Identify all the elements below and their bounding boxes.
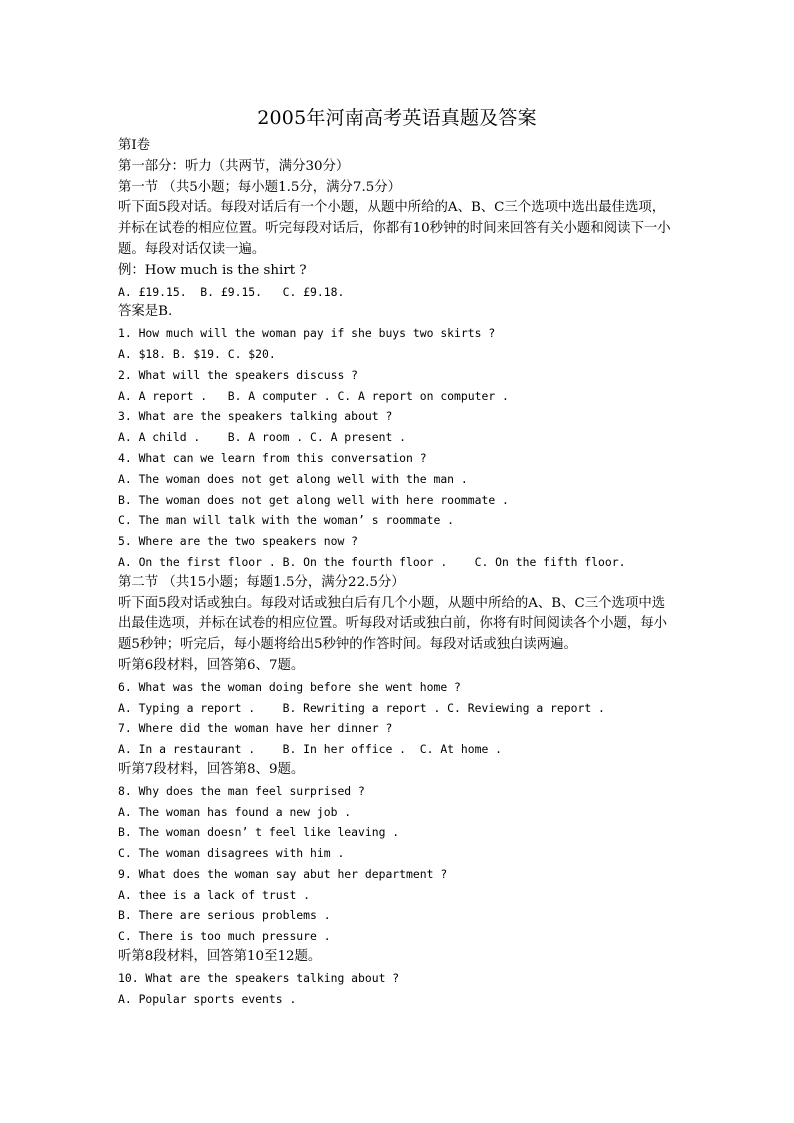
- english-text-line: A. On the first floor . B. On the fourth floor . C. On the fifth floor.: [118, 554, 626, 569]
- english-text-line: 5. Where are the two speakers now ?: [118, 534, 359, 549]
- english-text-line: A. thee is a lack of trust .: [118, 887, 311, 902]
- english-text-line: A. A report . B. A computer . C. A report on computer .: [118, 388, 509, 403]
- english-text-line: 9. What does the woman say abut her department ?: [118, 866, 448, 881]
- text-line: 听下面5段对话。每段对话后有一个小题，从题中所给的A、B、C三个选项中选出最佳选项，并标在试卷的相应位置。听完每段对话后，你都有10秒钟的时间来回答有关小题和阅读下一小题。每段对话仅读一遍。: [118, 200, 671, 257]
- english-text-line: B. There are serious problems .: [118, 908, 331, 923]
- english-text-line: 7. Where did the woman have her dinner ?: [118, 721, 393, 736]
- english-text-line: A. The woman does not get along well with the man .: [118, 471, 468, 486]
- english-text-line: C. There is too much pressure .: [118, 929, 331, 944]
- text-line: 听下面5段对话或独白。每段对话或独白后有几个小题，从题中所给的A、B、C三个选项中选出最佳选项，并标在试卷的相应位置。听每段对话或独白前，你将有时间阅读各个小题，每小题5秒钟；听完后，每小题将给出5秒钟的作答时间。每段对话或独白读两遍。: [118, 595, 668, 653]
- english-text-line: C. The man will talk with the woman’ s roommate .: [118, 513, 455, 528]
- english-text-line: 1. How much will the woman pay if she buys two skirts ?: [118, 326, 496, 341]
- english-text-line: A. Popular sports events .: [118, 991, 297, 1006]
- english-text-line: A. In a restaurant . B. In her office . C. At home .: [118, 742, 503, 757]
- english-text-line: A. $18. B. $19. C. $20.: [118, 346, 276, 361]
- text-line: 听第8段材料，回答第10至12题。: [118, 949, 322, 965]
- text-line: 第一节 （共5小题；每小题1.5分，满分7.5分）: [118, 179, 402, 195]
- english-text-line: A. Typing a report . B. Rewriting a report . C. Reviewing a report .: [118, 700, 605, 715]
- document-title: 2005年河南高考英语真题及答案: [257, 107, 537, 129]
- english-text-line: B. The woman does not get along well with here roommate .: [118, 492, 509, 507]
- text-line: 第一部分：听力（共两节，满分30分）: [118, 158, 350, 174]
- text-line: 第Ⅰ卷: [118, 138, 151, 153]
- english-text-line: A. A child . B. A room . C. A present .: [118, 430, 407, 445]
- english-text-line: 4. What can we learn from this conversation ?: [118, 450, 427, 465]
- document-body: [118, 136, 678, 1009]
- english-text-line: A. The woman has found a new job .: [118, 804, 352, 819]
- text-line: 听第7段材料，回答第8、9题。: [118, 761, 305, 777]
- english-text-line: 2. What will the speakers discuss ?: [118, 367, 359, 382]
- english-text-line: 6. What was the woman doing before she went home ?: [118, 679, 461, 694]
- text-line: 例：How much is the shirt ?: [118, 262, 307, 278]
- english-text-line: 3. What are the speakers talking about ?: [118, 409, 393, 424]
- english-text-line: C. The woman disagrees with him .: [118, 846, 345, 861]
- text-line: 第二节 （共15小题；每题1.5分，满分22.5分）: [118, 574, 405, 590]
- text-line: 听第6段材料，回答第6、7题。: [118, 657, 305, 673]
- english-text-line: 8. Why does the man feel surprised ?: [118, 783, 365, 798]
- english-text-line: 10. What are the speakers talking about ?: [118, 970, 400, 985]
- english-text-line: B. The woman doesn’ t feel like leaving .: [118, 825, 400, 840]
- english-text-line: A. £19.15. B. £9.15. C. £9.18.: [118, 284, 345, 299]
- text-line: 答案是B.: [118, 304, 173, 320]
